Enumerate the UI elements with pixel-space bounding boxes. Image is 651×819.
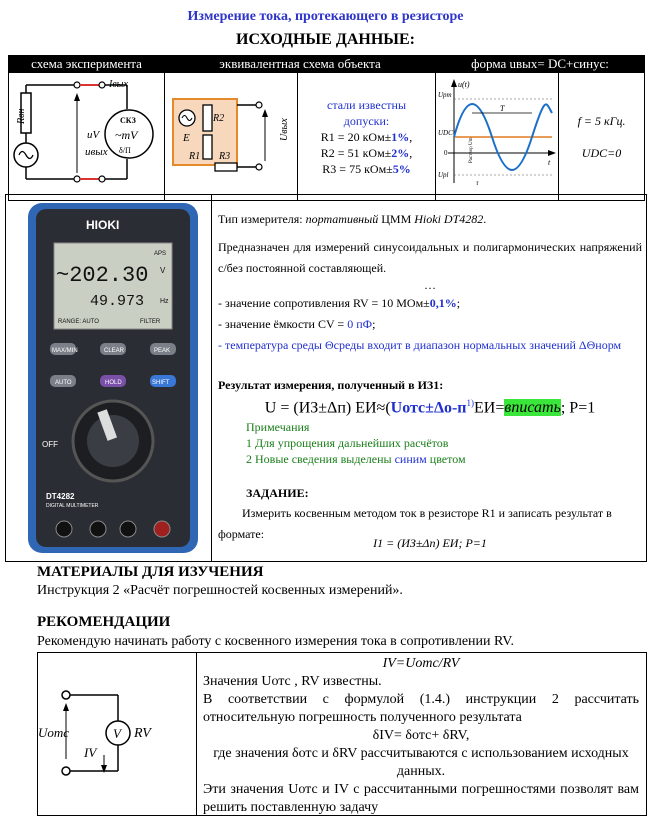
task-text: Измерить косвенным методом ток в резисторе R1 и записать результат в формате: bbox=[218, 506, 612, 541]
circuit-uotc: Uотс bbox=[38, 725, 70, 740]
param-udc: UDC=0 bbox=[581, 145, 622, 160]
materials-text: Инструкция 2 «Расчёт погрешностей косвенных измерений». bbox=[37, 583, 403, 598]
tolerance-r2: R2 = 51 кОм±2%, bbox=[320, 145, 413, 160]
result-formula: U = (ИЗ±Δп) $ЕИ\approx(Uотс\pm\Delta о-п^{1)}ЕИ=вписать$; P=1 bbox=[264, 398, 596, 417]
label-r3: R3 bbox=[219, 151, 231, 162]
label-hold: HOLD bbox=[105, 380, 122, 386]
meter-range: RANGE: AUTO bbox=[58, 319, 99, 325]
circuit-rv: RV bbox=[134, 726, 151, 741]
meter-model: DT4282 bbox=[46, 492, 75, 501]
label-maxmin: MAX/MIN bbox=[52, 348, 78, 354]
label-upm: Upm bbox=[438, 91, 452, 99]
label-e: E bbox=[183, 132, 190, 144]
label-uout: Uвых bbox=[279, 118, 290, 141]
label-uvyh: uвых bbox=[85, 146, 108, 158]
tolerances-heading1: стали известны bbox=[327, 97, 407, 112]
task-format: I1 = (ИЗ±Δп) ЕИ; P=1 bbox=[373, 536, 487, 550]
equivalent-schematic-cell bbox=[165, 73, 298, 201]
label-rastr: Раствор Um bbox=[469, 137, 475, 163]
meter-reading-main: ~202.30 bbox=[56, 263, 149, 288]
experiment-schematic bbox=[9, 73, 164, 195]
label-shift: SHIFT bbox=[152, 380, 170, 386]
meter-section bbox=[5, 194, 647, 562]
label-mv: ~mV bbox=[115, 128, 138, 142]
meter-purpose: Предназначен для измерений синусоидальных и полигармонических напряжений с/без постоянной составляющей. bbox=[218, 240, 642, 275]
resistance-line: - значение сопротивления RV = 10 МОм±0,1%; bbox=[218, 296, 461, 310]
notes: Примечания 1 Для упрощения дальнейших расчётов 2 Новые сведения выделены синим цветом bbox=[246, 420, 466, 466]
jack-ua-ma[interactable] bbox=[90, 521, 106, 537]
meter-brand: HIOKI bbox=[86, 218, 120, 232]
meter-filter: FILTER bbox=[140, 319, 161, 325]
tolerance-r1: R1 = 20 кОм±1%, bbox=[320, 129, 413, 144]
jack-com[interactable] bbox=[120, 521, 136, 537]
label-ut: u(t) bbox=[458, 80, 470, 89]
label-dc: δ/П bbox=[119, 146, 131, 155]
page-subtitle: ИСХОДНЫЕ ДАННЫЕ: bbox=[236, 31, 415, 48]
recommendations-text: Рекомендую начинать работу с косвенного измерения тока в сопротивлении RV. bbox=[37, 634, 515, 649]
label-uv: uV bbox=[87, 129, 100, 141]
tolerance-r3: R3 = 75 кОм±5% bbox=[322, 161, 411, 176]
rec-line3: Эти значения Uотс и IV с рассчитанными погрешностями позволят вам решить поставленную задачу bbox=[203, 782, 639, 815]
tolerances-cell bbox=[298, 73, 436, 201]
circuit-v: V bbox=[113, 726, 121, 741]
label-r1: R1 bbox=[189, 151, 201, 162]
meter-aps: APS bbox=[154, 251, 167, 257]
label-ivyh: Iвых bbox=[109, 79, 128, 90]
params-cell bbox=[559, 73, 645, 201]
ellipsis: … bbox=[424, 278, 436, 292]
label-t-big: T bbox=[500, 104, 505, 113]
jack-a[interactable] bbox=[56, 521, 72, 537]
header-col1: схема эксперимента bbox=[9, 56, 165, 73]
multimeter-image bbox=[28, 203, 198, 553]
label-rvn: Rвн bbox=[16, 108, 27, 124]
rec-formula: IV=Uотс/RV bbox=[382, 656, 460, 671]
rec-line1: В соответствии с формулой (1.4.) инструкции 2 рассчитать относительную погрешность полученного результата bbox=[203, 692, 639, 725]
tolerances-heading2: допуски: bbox=[343, 113, 390, 128]
source-data-table bbox=[8, 55, 645, 201]
capacitance-line: - значение ёмкости CV = 0 пФ; bbox=[218, 317, 376, 331]
param-f: f = 5 кГц. bbox=[577, 113, 626, 128]
waveform-cell bbox=[436, 73, 559, 201]
header-col3: форма uвых= DC+синус: bbox=[436, 56, 645, 73]
meter-reading-sub: 49.973 bbox=[90, 293, 145, 310]
meter-off: OFF bbox=[42, 440, 58, 449]
circuit-iv: IV bbox=[84, 745, 97, 760]
temperature-line: - температура среды Θсреды входит в диапазон нормальных значений ΔΘнорм bbox=[218, 338, 622, 352]
meter-type: Тип измерителя: портативный ЦММ Hioki DT4282. bbox=[218, 212, 487, 226]
task-heading: ЗАДАНИЕ: bbox=[246, 486, 309, 500]
equivalent-schematic bbox=[165, 73, 297, 195]
experiment-schematic-cell bbox=[9, 73, 165, 201]
page-title: Измерение тока, протекающего в резисторе bbox=[187, 9, 464, 24]
label-tau: τ bbox=[476, 179, 479, 187]
waveform-diagram bbox=[436, 73, 558, 195]
meter-model-sub: DIGITAL MULTIMETER bbox=[46, 503, 99, 509]
label-upl: Upl bbox=[438, 171, 449, 179]
label-auto: AUTO bbox=[55, 380, 72, 386]
rec-known: Значения Uотс , RV известны. bbox=[203, 674, 382, 689]
label-zero: 0 bbox=[444, 149, 448, 157]
label-peak: PEAK bbox=[154, 348, 171, 354]
header-col2: эквивалентная схема объекта bbox=[165, 56, 436, 73]
rec-line2: где значения δотс и δRV рассчитываются с использованием исходных данных. bbox=[213, 746, 629, 779]
label-t-small: t bbox=[548, 158, 551, 167]
meter-unit-sub: Hz bbox=[160, 298, 169, 305]
label-sk3: СКЗ bbox=[120, 116, 136, 125]
result-heading: Результат измерения, полученный в ИЗ1: bbox=[218, 378, 444, 392]
rec-formula2: δIV= δотс+ δRV, bbox=[372, 728, 470, 743]
materials-heading: МАТЕРИАЛЫ ДЛЯ ИЗУЧЕНИЯ bbox=[37, 564, 264, 580]
recommendation-box bbox=[37, 652, 647, 816]
rv-circuit bbox=[38, 653, 196, 815]
label-r2: R2 bbox=[213, 113, 225, 124]
jack-v[interactable] bbox=[154, 521, 170, 537]
recommendations-heading: РЕКОМЕНДАЦИИ bbox=[37, 614, 171, 630]
meter-unit-main: V bbox=[160, 266, 166, 275]
label-clear: CLEAR bbox=[104, 348, 125, 354]
label-udc: UDC bbox=[438, 129, 453, 137]
